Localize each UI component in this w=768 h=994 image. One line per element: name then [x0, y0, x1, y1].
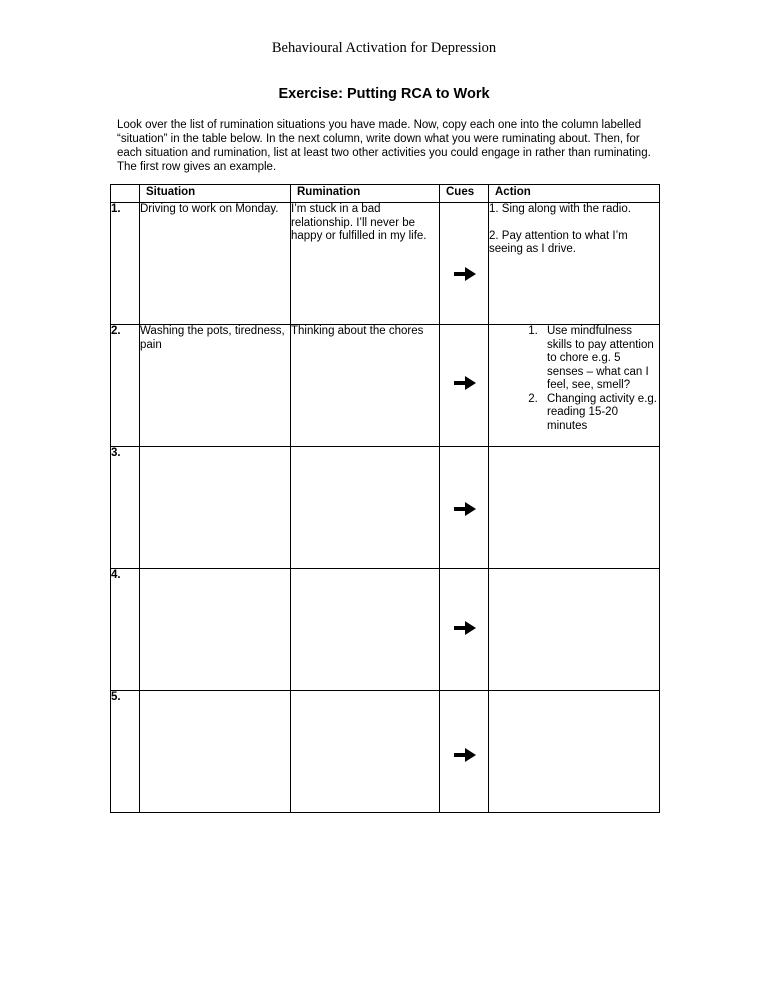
row-number: 4.	[111, 569, 140, 691]
exercise-title: Exercise: Putting RCA to Work	[278, 86, 490, 102]
cue-cell	[440, 569, 489, 691]
rca-table	[110, 184, 660, 813]
table-header-row	[111, 185, 660, 203]
action-cell[interactable]	[489, 203, 660, 325]
cue-cell	[440, 691, 489, 813]
action-item: 2. Changing activity e.g. reading 15-20 minutes	[541, 393, 659, 434]
action-item: 2. Pay attention to what I’m seeing as I drive.	[489, 229, 628, 255]
situation-cell[interactable]: Washing the pots, tiredness, pain	[140, 325, 291, 447]
right-arrow-icon	[454, 376, 476, 390]
rumination-cell[interactable]	[291, 691, 440, 813]
action-list	[489, 325, 659, 433]
page-header: Behavioural Activation for Depression	[271, 40, 497, 56]
instructions-paragraph: Look over the list of rumination situations you have made. Now, copy each one into the column labelled “situation” in the table below. In the next column, write down what you were ruminating about. Then, for each situation and rumination, list at least two other activities you could engage in rather than ruminating. The first row gives an example.	[117, 119, 651, 173]
row-number: 3.	[111, 447, 140, 569]
action-item: 1. Use mindfulness skills to pay attention to chore e.g. 5 senses – what can I feel, see, smell?	[541, 325, 659, 393]
action-cell[interactable]	[489, 447, 660, 569]
rumination-cell[interactable]: Thinking about the chores	[291, 325, 440, 447]
right-arrow-icon	[454, 621, 476, 635]
table-row	[111, 325, 660, 447]
rumination-cell[interactable]	[291, 569, 440, 691]
row-number: 5.	[111, 691, 140, 813]
cue-cell	[440, 203, 489, 325]
header-action: Action	[489, 185, 660, 203]
situation-cell[interactable]	[140, 691, 291, 813]
action-cell[interactable]	[489, 691, 660, 813]
header-rumination: Rumination	[291, 185, 440, 203]
action-item: 1. Sing along with the radio.	[489, 203, 631, 215]
right-arrow-icon	[454, 748, 476, 762]
row-number: 2.	[111, 325, 140, 447]
action-cell[interactable]	[489, 569, 660, 691]
situation-cell[interactable]	[140, 447, 291, 569]
situation-cell[interactable]	[140, 569, 291, 691]
table-row	[111, 447, 660, 569]
right-arrow-icon	[454, 267, 476, 281]
rumination-cell[interactable]: I’m stuck in a bad relationship. I’ll never be happy or fulfilled in my life.	[291, 203, 440, 325]
table-row	[111, 203, 660, 325]
rumination-cell[interactable]	[291, 447, 440, 569]
action-cell[interactable]	[489, 325, 660, 447]
table-row	[111, 569, 660, 691]
cue-cell	[440, 447, 489, 569]
row-number: 1.	[111, 203, 140, 325]
right-arrow-icon	[454, 502, 476, 516]
header-number	[111, 185, 140, 203]
cue-cell	[440, 325, 489, 447]
header-situation: Situation	[140, 185, 291, 203]
table-row	[111, 691, 660, 813]
header-cues: Cues	[440, 185, 489, 203]
situation-cell[interactable]: Driving to work on Monday.	[140, 203, 291, 325]
